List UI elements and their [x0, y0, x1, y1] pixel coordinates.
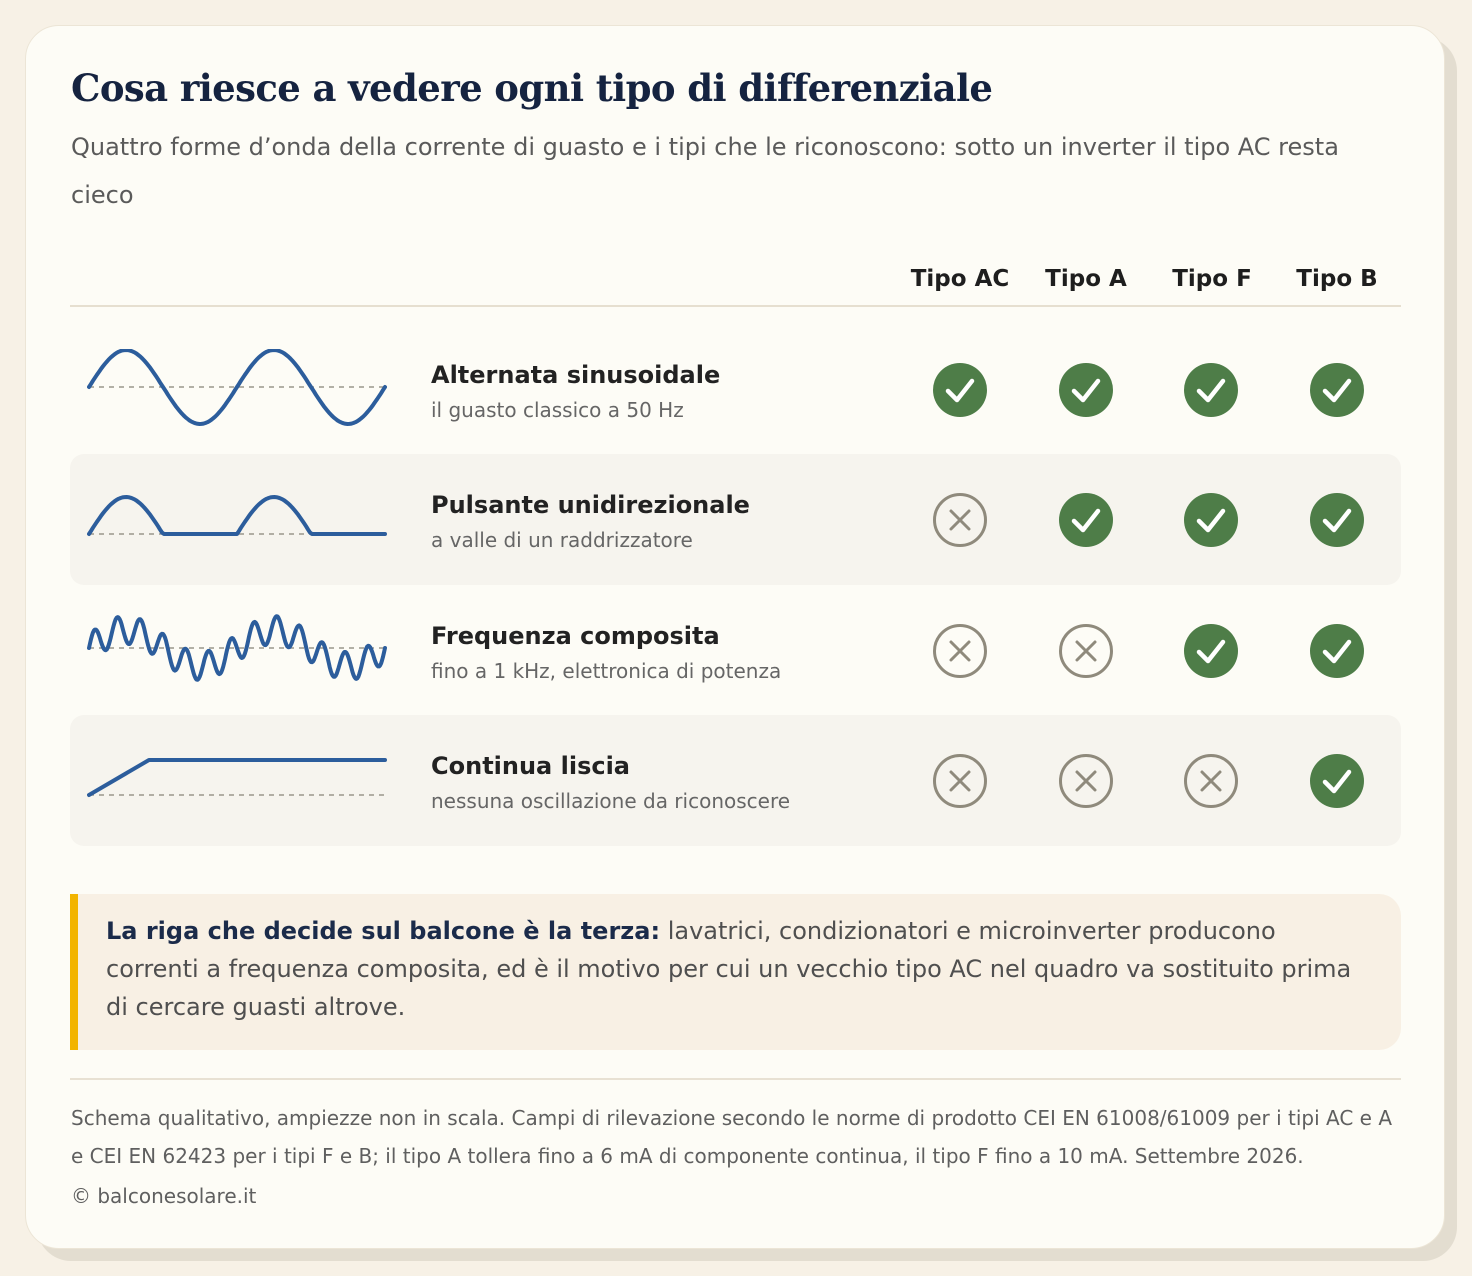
- row-label: Alternata sinusoidale: [431, 361, 721, 389]
- check-icon-tipo-b: [1309, 623, 1365, 679]
- callout-box: [70, 894, 1401, 1050]
- table-row: [70, 454, 1401, 585]
- row-label: Frequenza composita: [431, 622, 720, 650]
- row-label: Pulsante unidirezionale: [431, 491, 750, 519]
- check-icon-tipo-f: [1183, 623, 1239, 679]
- check-icon-tipo-b: [1309, 492, 1365, 548]
- check-icon-tipo-a: [1058, 362, 1114, 418]
- row-description: a valle di un raddrizzatore: [431, 528, 693, 552]
- row-description: il guasto classico a 50 Hz: [431, 398, 684, 422]
- cross-icon-tipo-ac: [932, 623, 988, 679]
- check-icon-tipo-ac: [932, 362, 988, 418]
- footnote: Schema qualitativo, ampiezze non in scala. Campi di rilevazione secondo le norme di prodotto CEI EN 61008/61009 per i tipi AC e A e CEI EN 62423 per i tipi F e B; il tipo A tollera fino a 6 mA di componente continua, il tipo F fino a 10 mA. Settembre 2026.: [71, 1106, 1393, 1168]
- credit: © balconesolare.it: [71, 1184, 257, 1208]
- row-description: nessuna oscillazione da riconoscere: [431, 789, 791, 813]
- waveform-composite: [87, 610, 387, 690]
- callout-bold: La riga che decide sul balcone è la terza:: [106, 917, 661, 945]
- column-header-tipo-a: Tipo A: [1045, 266, 1127, 292]
- check-icon-tipo-b: [1309, 753, 1365, 809]
- row-label: Continua liscia: [431, 752, 630, 780]
- cross-icon-tipo-f: [1183, 753, 1239, 809]
- cross-icon-tipo-ac: [932, 492, 988, 548]
- waveform-line: [89, 760, 385, 795]
- column-header-tipo-f: Tipo F: [1172, 266, 1252, 292]
- header-divider: [70, 305, 1401, 307]
- check-icon-tipo-b: [1309, 362, 1365, 418]
- waveform-dc: [87, 740, 387, 820]
- callout-text: [106, 912, 1356, 1026]
- waveform-pulsating: [87, 479, 387, 559]
- check-icon-tipo-a: [1058, 492, 1114, 548]
- callout-body: lavatrici, condizionatori e microinverter producono correnti a frequenza composita, ed è il motivo per cui un vecchio tipo AC nel quadro va sostituito prima di cercare guasti altrove.: [106, 917, 1352, 1021]
- check-icon-tipo-f: [1183, 362, 1239, 418]
- page-subtitle: Quattro forme d’onda della corrente di guasto e i tipi che le riconoscono: sotto un inverter il tipo AC resta cieco: [71, 133, 1339, 209]
- column-header-tipo-b: Tipo B: [1296, 266, 1378, 292]
- cross-icon-tipo-ac: [932, 753, 988, 809]
- footer-divider: [70, 1078, 1401, 1080]
- table-row: [70, 324, 1401, 455]
- cross-icon-tipo-a: [1058, 753, 1114, 809]
- table-row: [70, 585, 1401, 716]
- cross-icon-tipo-a: [1058, 623, 1114, 679]
- table-row: [70, 715, 1401, 846]
- column-header-tipo-ac: Tipo AC: [910, 266, 1010, 292]
- page-title: Cosa riesce a vedere ogni tipo di differenziale: [71, 66, 993, 110]
- row-description: fino a 1 kHz, elettronica di potenza: [431, 659, 782, 683]
- waveform-line: [89, 497, 385, 534]
- check-icon-tipo-f: [1183, 492, 1239, 548]
- waveform-sinusoidal: [87, 349, 387, 429]
